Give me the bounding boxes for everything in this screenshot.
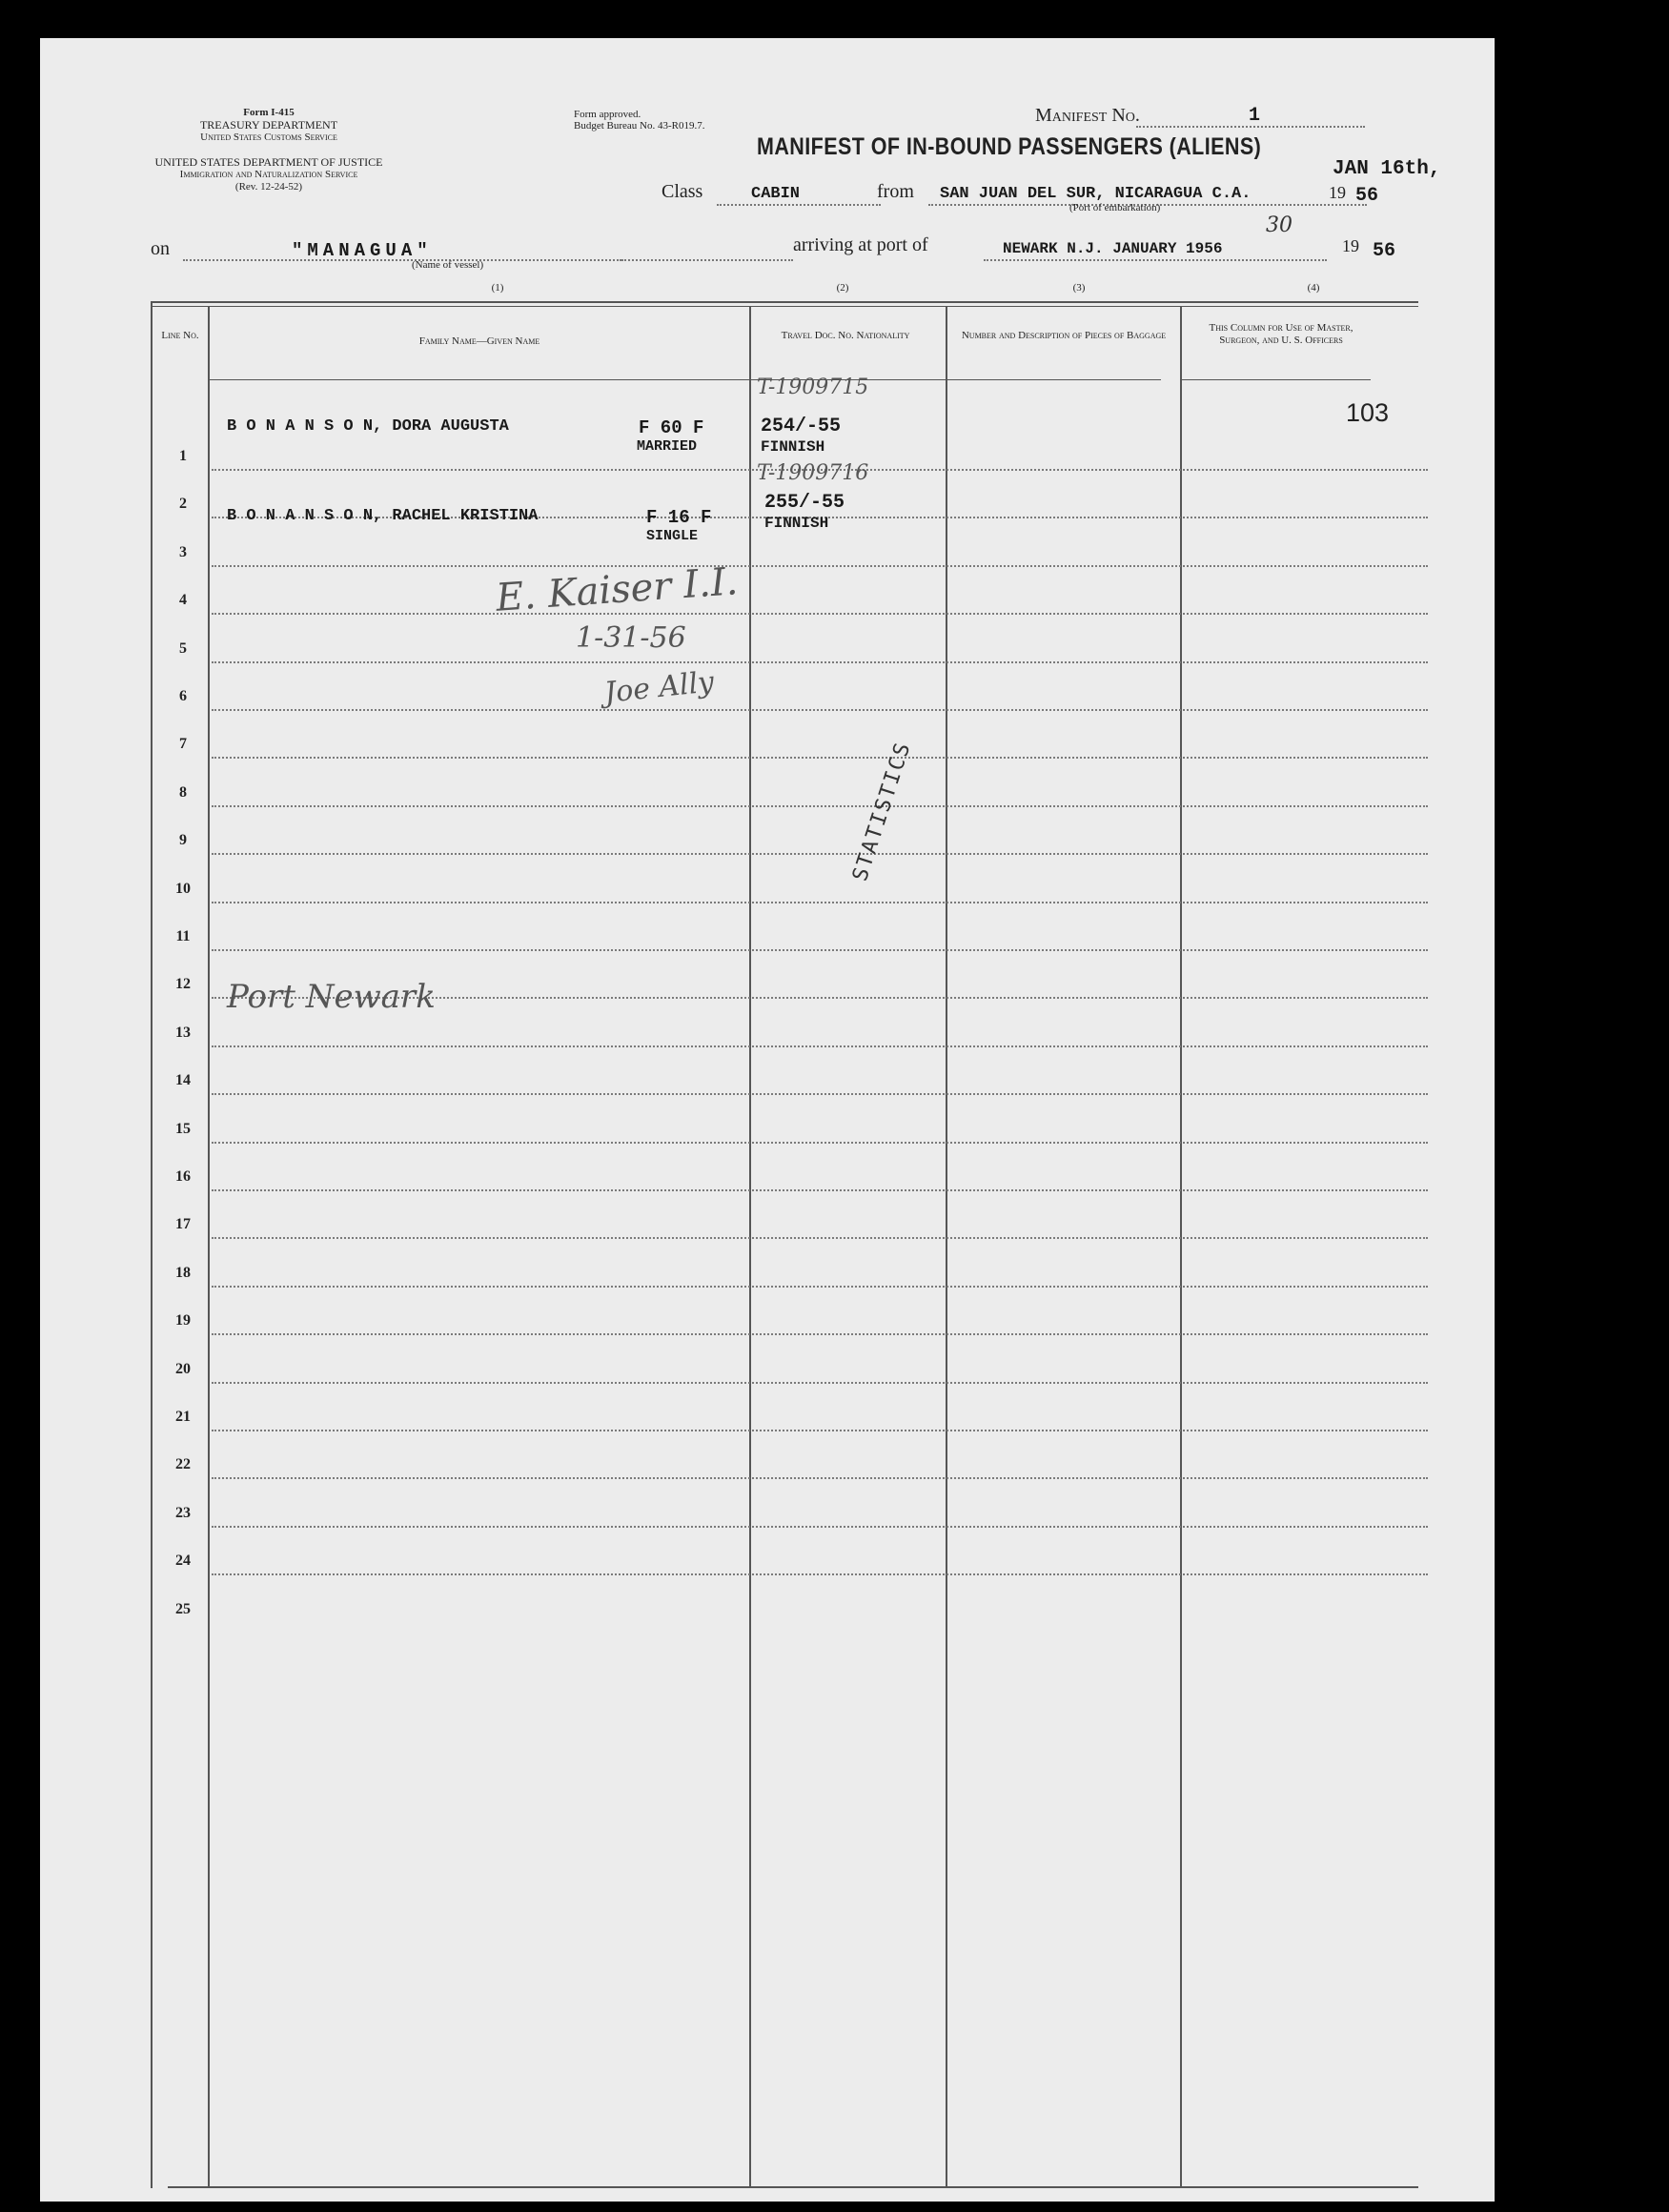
agency-block xyxy=(145,107,393,144)
line-number: 24 xyxy=(175,1552,191,1570)
row-rule xyxy=(212,1430,1428,1431)
row-rule xyxy=(212,1382,1428,1384)
form-approved: Form approved. xyxy=(574,109,641,120)
inspector-signature: E. Kaiser I.I. xyxy=(494,559,740,620)
table-top-rule-2 xyxy=(151,306,1418,307)
arriving-value: NEWARK N.J. JANUARY 1956 xyxy=(1003,240,1223,257)
from-label: from xyxy=(877,181,914,202)
from-year: 56 xyxy=(1355,185,1379,207)
row-rule xyxy=(212,1045,1428,1047)
manifest-page xyxy=(40,38,1495,2202)
passenger-2-nationality: FINNISH xyxy=(764,515,829,532)
line-number: 18 xyxy=(175,1264,191,1281)
col-header-travel-doc: Travel Doc. No. Nationality xyxy=(781,330,910,341)
arriving-label: arriving at port of xyxy=(793,234,928,255)
line-number: 8 xyxy=(179,783,187,801)
table-left-border xyxy=(151,301,153,2188)
line-number: 25 xyxy=(175,1600,191,1617)
approval-block xyxy=(574,109,704,132)
line-number: 3 xyxy=(179,543,187,560)
manifest-no-label: Manifest No. xyxy=(1035,105,1140,126)
header-bottom-rule-officers xyxy=(1180,379,1371,380)
line-number: 6 xyxy=(179,688,187,704)
manifest-no-value: 1 xyxy=(1249,105,1261,127)
col-num-3: (3) xyxy=(1072,282,1086,294)
line-number: 4 xyxy=(179,592,187,609)
row-rule xyxy=(212,1286,1428,1288)
row-rule xyxy=(212,1189,1428,1191)
row-rule xyxy=(212,1526,1428,1528)
line-number: 23 xyxy=(175,1504,191,1521)
arriving-correction: 30 xyxy=(1266,213,1292,237)
col-header-name: Family Name—Given Name xyxy=(418,335,540,347)
line-number: 5 xyxy=(179,639,187,657)
vessel-name: "MANAGUA" xyxy=(292,240,433,261)
row-rule xyxy=(212,565,1428,567)
col-divider-baggage xyxy=(1180,307,1182,2188)
line-number: 21 xyxy=(175,1409,191,1425)
row-rule xyxy=(212,902,1428,903)
header-bottom-rule xyxy=(208,379,1161,380)
justice-dept: UNITED STATES DEPARTMENT OF JUSTICE xyxy=(154,155,383,169)
form-revision: (Rev. 12-24-52) xyxy=(234,181,303,193)
budget-bureau: Budget Bureau No. 43-R019.7. xyxy=(574,120,705,132)
vessel-caption: (Name of vessel) xyxy=(412,259,484,271)
line-number: 14 xyxy=(175,1072,191,1089)
passenger-2-doc-handwritten: T-1909716 xyxy=(757,461,869,485)
line-number: 17 xyxy=(175,1216,191,1233)
row-rule xyxy=(212,1333,1428,1335)
line-number: 22 xyxy=(175,1456,191,1473)
treasury-dept: TREASURY DEPARTMENT xyxy=(199,118,338,132)
arrive-year: 56 xyxy=(1373,240,1396,262)
col-header-officers: This Column for Use of Master, Surgeon, and U. S. Officers xyxy=(1209,322,1354,346)
on-label: on xyxy=(151,238,170,259)
port-newark-note: Port Newark xyxy=(227,978,436,1016)
line-number: 13 xyxy=(175,1024,191,1041)
arrive-year-prefix: 19 xyxy=(1342,236,1359,255)
justice-block xyxy=(97,156,440,193)
line-number: 1 xyxy=(179,448,187,464)
from-year-prefix: 19 xyxy=(1329,183,1346,202)
line-number: 2 xyxy=(179,496,187,513)
table-top-rule xyxy=(151,301,1418,303)
passenger-1-doc: 254/-55 xyxy=(761,416,842,437)
class-label: Class xyxy=(661,181,703,202)
row-rule xyxy=(212,709,1428,711)
row-rule xyxy=(212,1093,1428,1095)
inspector-signature-date: 1-31-56 xyxy=(576,621,686,655)
class-line xyxy=(717,204,881,206)
line-number: 19 xyxy=(175,1312,191,1329)
row-rule xyxy=(212,613,1428,615)
line-number: 11 xyxy=(175,928,191,944)
col-num-4: (4) xyxy=(1307,282,1320,294)
col-divider-doc xyxy=(946,307,947,2188)
passenger-2-status: SINGLE xyxy=(646,528,699,544)
row-rule xyxy=(212,853,1428,855)
line-number: 10 xyxy=(175,880,191,897)
row-rule xyxy=(212,1477,1428,1479)
passenger-1-officer-note: 103 xyxy=(1346,398,1390,427)
line-number: 9 xyxy=(179,832,187,849)
statistics-stamp: STATISTICS xyxy=(848,739,916,884)
arrival-date-top: JAN 16th, xyxy=(1333,158,1441,180)
col-divider-line-no xyxy=(208,307,210,2188)
passenger-2-name: B O N A N S O N, RACHEL KRISTINA xyxy=(227,507,539,525)
passenger-1-age-sex: F 60 F xyxy=(639,417,704,438)
row-rule xyxy=(212,1142,1428,1144)
passenger-1-status: MARRIED xyxy=(637,438,698,455)
vessel-line-2 xyxy=(621,259,793,261)
col-header-line-no: Line No. xyxy=(161,330,199,341)
line-number: 15 xyxy=(175,1120,191,1137)
col-num-2: (2) xyxy=(836,282,849,294)
col-num-1: (1) xyxy=(491,282,504,294)
line-number: 20 xyxy=(175,1360,191,1377)
line-number: 7 xyxy=(179,736,187,753)
row-rule xyxy=(212,1237,1428,1239)
passenger-2-doc: 255/-55 xyxy=(764,492,845,514)
form-number: Form I-415 xyxy=(243,107,295,118)
line-number: 12 xyxy=(175,976,191,993)
passenger-2-age-sex: F 16 F xyxy=(646,507,712,528)
arriving-line xyxy=(984,259,1327,261)
ins-service: Immigration and Naturalization Service xyxy=(179,169,358,180)
table-bottom-rule xyxy=(168,2186,1418,2188)
line-number: 16 xyxy=(175,1168,191,1185)
passenger-1-nationality: FINNISH xyxy=(761,438,825,456)
port-embarkation-caption: (Port of embarkation) xyxy=(1069,202,1161,213)
row-rule xyxy=(212,1573,1428,1575)
passenger-1-name: B O N A N S O N, DORA AUGUSTA xyxy=(227,417,509,436)
manifest-title: MANIFEST OF IN-BOUND PASSENGERS (ALIENS) xyxy=(757,133,1262,160)
col-divider-name xyxy=(749,307,751,2188)
customs-service: United States Customs Service xyxy=(200,132,337,143)
col-header-baggage: Number and Description of Pieces of Baggage xyxy=(961,330,1167,341)
row-rule xyxy=(212,949,1428,951)
from-value: SAN JUAN DEL SUR, NICARAGUA C.A. xyxy=(940,185,1252,203)
passenger-1-doc-handwritten: T-1909715 xyxy=(757,375,869,399)
inspector-initials: Joe Ally xyxy=(602,665,716,710)
row-rule xyxy=(212,661,1428,663)
row-rule xyxy=(212,757,1428,759)
class-value: CABIN xyxy=(751,185,801,203)
row-rule xyxy=(212,805,1428,807)
